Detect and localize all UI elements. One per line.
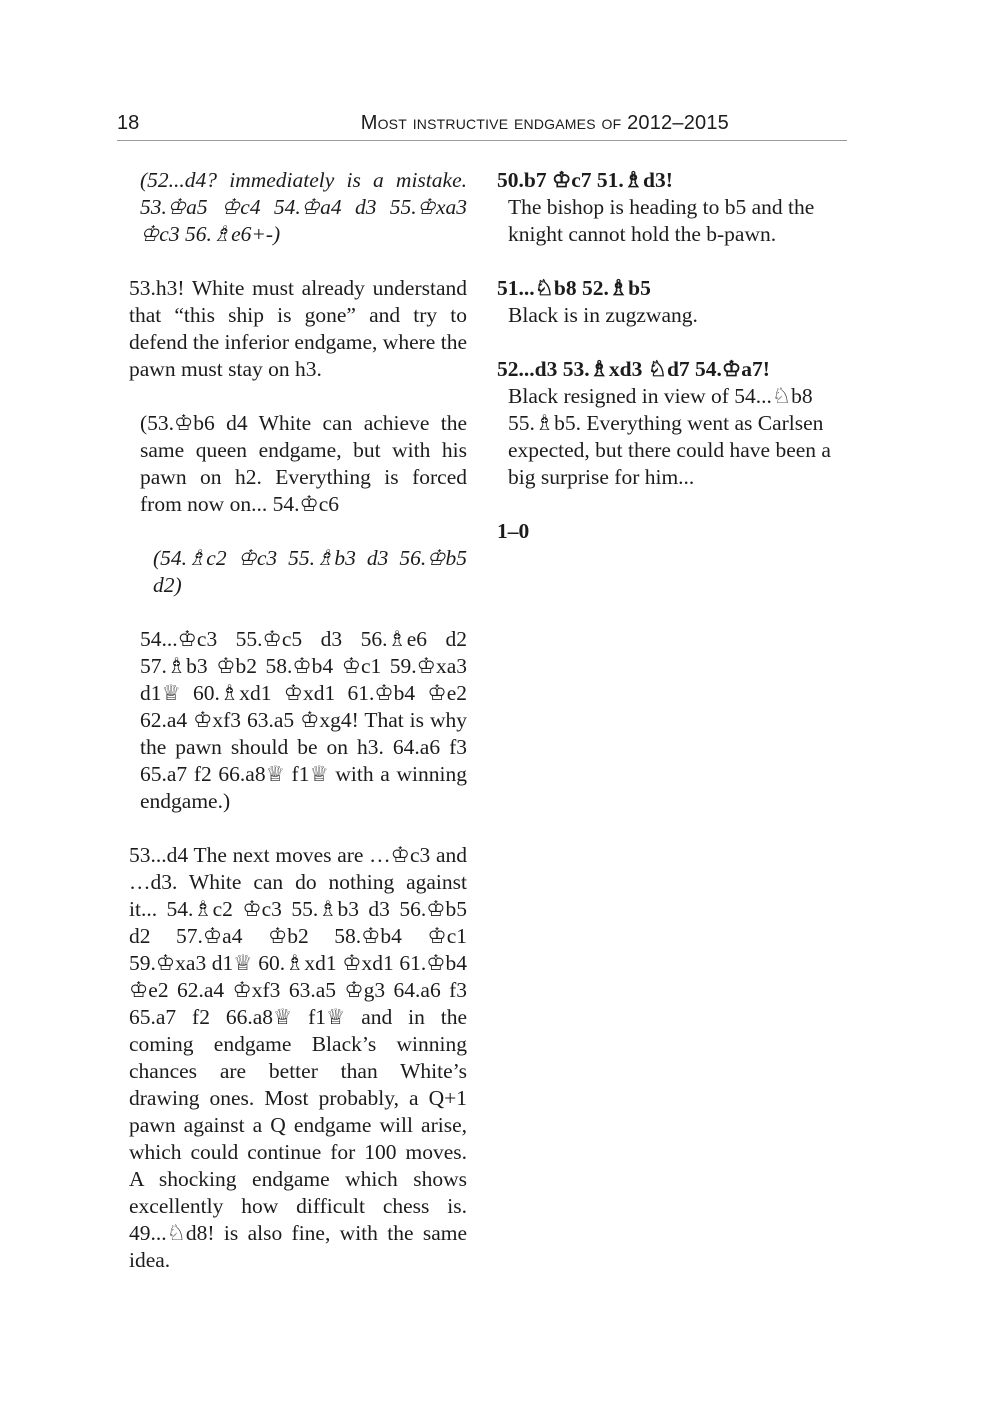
- game-result: 1–0: [497, 519, 530, 543]
- left-column: [129, 167, 467, 1274]
- comment-1: The bishop is heading to b5 and the knight cannot hold the b-pawn.: [508, 195, 815, 246]
- page-header: [117, 112, 847, 138]
- running-title: [361, 112, 729, 135]
- variation-paragraph-2: (53.♔b6 d4 White can achieve the same queen endgame, but with his pawn on h2. Everything is forced from now on... 54.♔c6: [140, 411, 467, 516]
- main-line-paragraph-2: 53...d4 The next moves are …♔c3 and …d3. White can do nothing against it... 54.♗c2 ♔c3 55.♗b3 d3 56.♔b5 d2 57.♔a4 ♔b2 58.♔b4 ♔c1 59.♔xa3 d1♕ 60.♗xd1 ♔xd1 61.♔b4 ♔e2 62.a4 ♔xf3 63.a5 ♔g3 64.a6 f3 65.a7 f2 66.a8♕ f1♕ and in the coming endgame Black’s winning chances are better than White’s drawing ones. Most probably, a Q+1 pawn against a Q endgame will arise, which could continue for 100 moves. A shocking endgame which shows excellently how difficult chess is. 49...♘d8! is also fine, with the same idea.: [129, 843, 467, 1272]
- comment-3: Black resigned in view of 54...♘b8 55.♗b5. Everything went as Carlsen expected, but there could have been a big surprise for him...: [508, 384, 831, 489]
- comment-2: Black is in zugzwang.: [508, 303, 698, 327]
- move-line-2: 51...♘b8 52.♗b5: [497, 276, 651, 300]
- variation-paragraph-1: (52...d4? immediately is a mistake. 53.♔a5 ♔c4 54.♔a4 d3 55.♔xa3 ♔c3 56.♗e6+-): [140, 168, 467, 246]
- sub-variation-paragraph: (54.♗c2 ♔c3 55.♗b3 d3 56.♔b5 d2): [153, 546, 467, 597]
- header-rule: [117, 140, 847, 141]
- move-line-1: 50.b7 ♔c7 51.♗d3!: [497, 168, 673, 192]
- variation-paragraph-3: 54...♔c3 55.♔c5 d3 56.♗e6 d2 57.♗b3 ♔b2 58.♔b4 ♔c1 59.♔xa3 d1♕ 60.♗xd1 ♔xd1 61.♔b4 ♔e2 62.a4 ♔xf3 63.a5 ♔xg4! That is why the pawn should be on h3. 64.a6 f3 65.a7 f2 66.a8♕ f1♕ with a winning endgame.): [140, 627, 467, 813]
- page-number: 18: [117, 112, 140, 134]
- running-title-text: Most instructive endgames of 2012–2015: [360, 112, 729, 134]
- right-column: [497, 167, 847, 545]
- move-line-3: 52...d3 53.♗xd3 ♘d7 54.♔a7!: [497, 357, 770, 381]
- main-line-paragraph-1: 53.h3! White must already understand that “this ship is gone” and try to defend the inferior endgame, where the pawn must stay on h3.: [129, 276, 467, 381]
